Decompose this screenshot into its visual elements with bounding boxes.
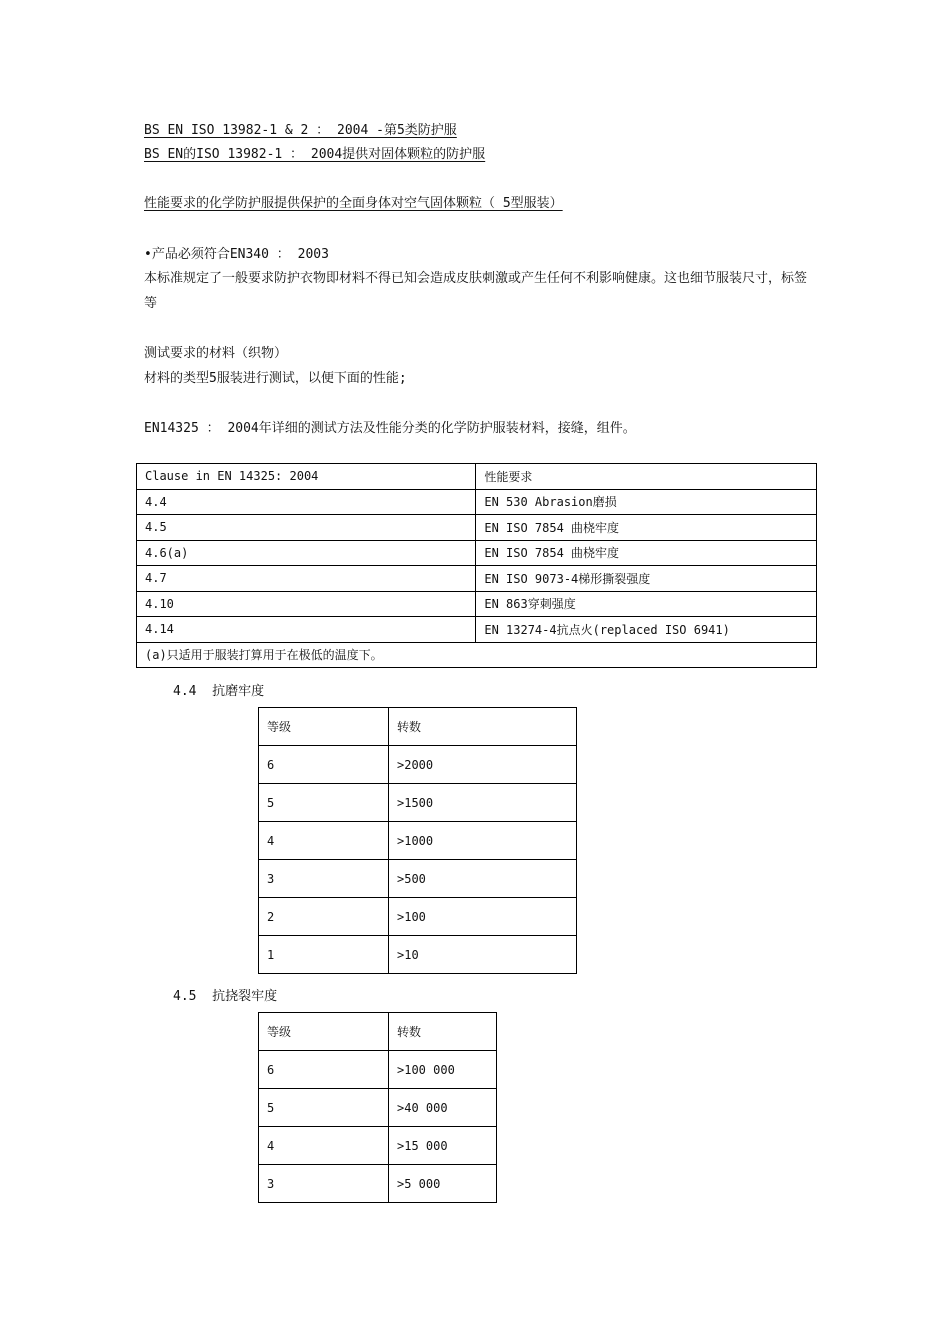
cycles-cell: >1000 xyxy=(389,822,577,860)
table-row xyxy=(259,784,577,822)
cycles-cell: >100 xyxy=(389,898,577,936)
table-row xyxy=(137,591,817,617)
document-subtitle: 性能要求的化学防护服提供保护的全面身体对空气固体颗粒（ 5型服装） xyxy=(144,196,563,211)
cycles-cell: >10 xyxy=(389,936,577,974)
cycles-cell: >2000 xyxy=(389,746,577,784)
grade-cell: 3 xyxy=(259,860,389,898)
grade-cell: 5 xyxy=(259,784,389,822)
table-row xyxy=(259,898,577,936)
abrasion-caption: 4.4 抗磨牢度 xyxy=(173,684,265,699)
grade-cell: 4 xyxy=(259,1127,389,1165)
table-row xyxy=(259,1127,497,1165)
cycles-cell: >1500 xyxy=(389,784,577,822)
grade-cell: 1 xyxy=(259,936,389,974)
cycles-header: 转数 xyxy=(389,708,577,746)
table-row xyxy=(137,566,817,592)
abrasion-table xyxy=(258,707,577,974)
grade-cell: 3 xyxy=(259,1165,389,1203)
header-line-2: BS EN的ISO 13982-1 ： 2004提供对固体颗粒的防护服 xyxy=(144,147,486,162)
clause-number: 4.7 xyxy=(137,566,476,592)
grade-cell: 5 xyxy=(259,1089,389,1127)
table-row xyxy=(259,822,577,860)
grade-header: 等级 xyxy=(259,1013,389,1051)
table-footnote: (a)只适用于服装打算用于在极低的温度下。 xyxy=(137,642,817,668)
compliance-description: 本标准规定了一般要求防护衣物即材料不得已知会造成皮肤刺激或产生任何不利影响健康。这也细节服装尺寸，标签等 xyxy=(144,271,808,311)
compliance-bullet: •产品必须符合EN340 ： 2003 xyxy=(144,247,329,262)
table-row xyxy=(137,540,817,566)
performance-requirement: EN 530 Abrasion磨损 xyxy=(476,489,817,515)
table-header-cell: Clause in EN 14325: 2004 xyxy=(137,464,476,490)
table-row xyxy=(259,746,577,784)
table-row xyxy=(259,936,577,974)
table-header-row xyxy=(259,1013,497,1051)
table-row xyxy=(259,1051,497,1089)
materials-intro: 材料的类型5服装进行测试，以便下面的性能; xyxy=(144,371,407,386)
performance-requirement: EN ISO 9073-4梯形撕裂强度 xyxy=(476,566,817,592)
grade-header: 等级 xyxy=(259,708,389,746)
cycles-header: 转数 xyxy=(389,1013,497,1051)
performance-requirement: EN ISO 7854 曲桡牢度 xyxy=(476,515,817,541)
grade-cell: 6 xyxy=(259,746,389,784)
table-row xyxy=(259,860,577,898)
table-row xyxy=(259,1089,497,1127)
cycles-cell: >15 000 xyxy=(389,1127,497,1165)
cycles-cell: >40 000 xyxy=(389,1089,497,1127)
clause-table xyxy=(136,463,817,668)
table-row xyxy=(259,1165,497,1203)
table-header-cell: 性能要求 xyxy=(476,464,817,490)
table-header-row xyxy=(259,708,577,746)
materials-heading: 测试要求的材料（织物） xyxy=(144,346,288,361)
table-row xyxy=(137,617,817,643)
clause-number: 4.14 xyxy=(137,617,476,643)
cycles-cell: >5 000 xyxy=(389,1165,497,1203)
cycles-cell: >100 000 xyxy=(389,1051,497,1089)
table-row xyxy=(137,515,817,541)
performance-requirement: EN 863穿刺强度 xyxy=(476,591,817,617)
clause-number: 4.6(a) xyxy=(137,540,476,566)
header-line-1: BS EN ISO 13982-1 & 2 ： 2004 -第5类防护服 xyxy=(144,123,457,138)
performance-requirement: EN ISO 7854 曲桡牢度 xyxy=(476,540,817,566)
flex-caption: 4.5 抗挠裂牢度 xyxy=(173,989,278,1004)
grade-cell: 4 xyxy=(259,822,389,860)
clause-number: 4.10 xyxy=(137,591,476,617)
grade-cell: 2 xyxy=(259,898,389,936)
clause-number: 4.4 xyxy=(137,489,476,515)
table-footnote-row xyxy=(137,642,817,668)
standard-note: EN14325 ： 2004年详细的测试方法及性能分类的化学防护服装材料，接缝，组件。 xyxy=(144,421,636,436)
performance-requirement: EN 13274-4抗点火(replaced ISO 6941) xyxy=(476,617,817,643)
table-header-row xyxy=(137,464,817,490)
clause-number: 4.5 xyxy=(137,515,476,541)
flex-cracking-table xyxy=(258,1012,497,1203)
table-row xyxy=(137,489,817,515)
cycles-cell: >500 xyxy=(389,860,577,898)
grade-cell: 6 xyxy=(259,1051,389,1089)
